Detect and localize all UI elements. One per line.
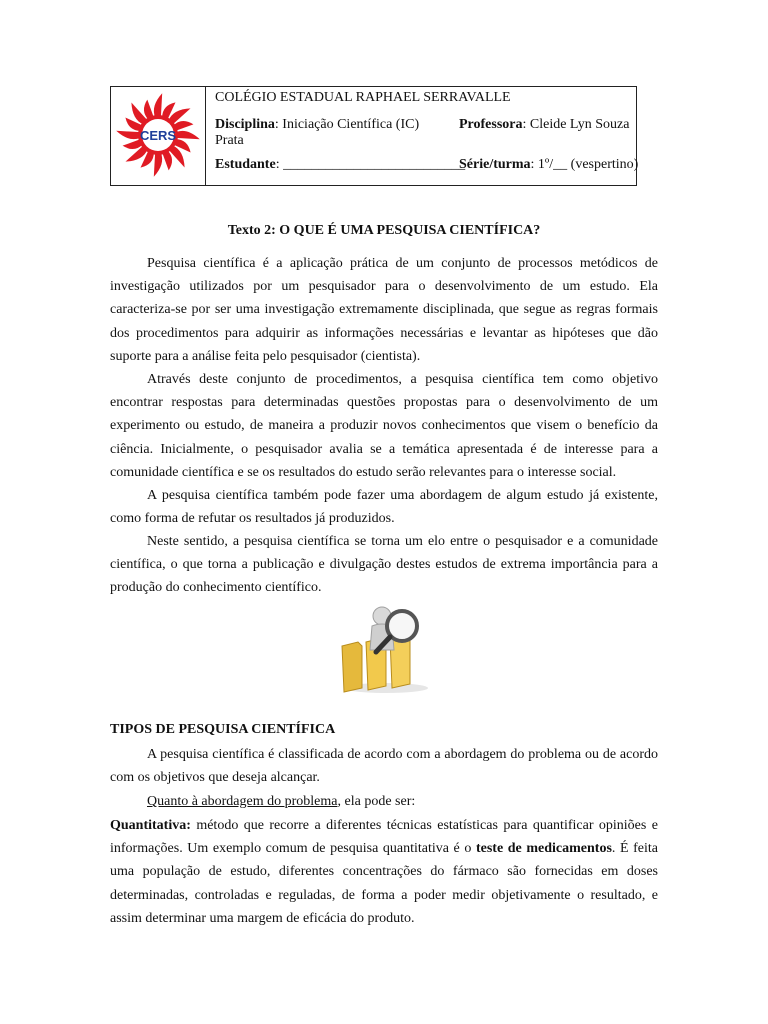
paragraph-3: A pesquisa científica também pode fazer uma abordagem de algum estudo já existente, como forma de refutar os resultados já produzidos. (110, 488, 658, 527)
paragraph-4: Neste sentido, a pesquisa científica se torna um elo entre o pesquisador e a comunidade científica, o que torna a publicação e divulgação destes estudos de extrema importância para a produção do conhecimento científico. (110, 534, 658, 596)
discipline-line (215, 117, 419, 133)
section-intro: A pesquisa científica é classificada de acordo com a abordagem do problema ou de acordo com os objetivos que deseja alcançar. (110, 747, 658, 786)
approach-line (110, 790, 658, 813)
teacher-value: : Cleide Lyn Souza (522, 117, 630, 132)
research-illustration (338, 602, 430, 694)
logo-text: CERS (139, 128, 177, 143)
teacher-line (459, 117, 629, 133)
class-value: : 1º/__ (vespertino) (530, 157, 639, 172)
class-label: Série/turma (459, 157, 531, 172)
student-label: Estudante (215, 157, 276, 172)
quantitative-text-2: . É feita uma população de estudo, diferentes concentrações do fármaco são fornecidas em doses determinadas, controladas e reguladas, de forma a poder medir objetivamente o resultado, e assim determinar uma margem de eficácia do produto. (110, 841, 659, 926)
approach-rest: , ela pode ser: (337, 794, 416, 809)
teacher-value-continued: Prata (215, 133, 244, 148)
quantitative-paragraph (110, 814, 658, 930)
paragraph-1: Pesquisa científica é a aplicação prática de um conjunto de processos metódicos de investigação utilizados por um pesquisador para o desenvolvimento de um estudo. Ela caracteriza-se por ser uma investigação extremamente disciplinada, que segue as regras formais dos procedimentos para adquirir as informações necessárias e levantar as hipóteses que dão suporte para a análise feita pelo pesquisador (cientista). (110, 256, 658, 364)
approach-underlined: Quanto à abordagem do problema (147, 794, 338, 809)
school-name: COLÉGIO ESTADUAL RAPHAEL SERRAVALLE (215, 90, 511, 105)
quantitative-label: Quantitativa: (110, 818, 191, 833)
teacher-label: Professora (459, 117, 523, 132)
discipline-label: Disciplina (215, 117, 275, 132)
discipline-value: : Iniciação Científica (IC) (274, 117, 420, 132)
section-title: TIPOS DE PESQUISA CIENTÍFICA (110, 722, 336, 737)
student-line (215, 157, 465, 173)
paragraph-2: Através deste conjunto de procedimentos, a pesquisa científica tem como objetivo encontrar respostas para determinadas questões propostas para o desenvolvimento de um experimento ou estudo, de maneira a produzir novos conhecimentos que visem o benefício da ciência. Inicialmente, o pesquisador avalia se a temática apresentada é de interesse para a comunidade científica e se os resultados do estudo serão relevantes para o interesse social. (110, 372, 658, 480)
student-value: : __________________________ (275, 157, 466, 172)
class-line (459, 157, 638, 173)
page-title: Texto 2: O QUE É UMA PESQUISA CIENTÍFICA? (227, 223, 541, 238)
quantitative-text-1: método que recorre a diferentes técnicas estatísticas para quantificar opiniões e informações. Um exemplo comum de pesquisa quantitativa é o (110, 818, 658, 857)
quantitative-bold: teste de medicamentos (475, 841, 612, 857)
